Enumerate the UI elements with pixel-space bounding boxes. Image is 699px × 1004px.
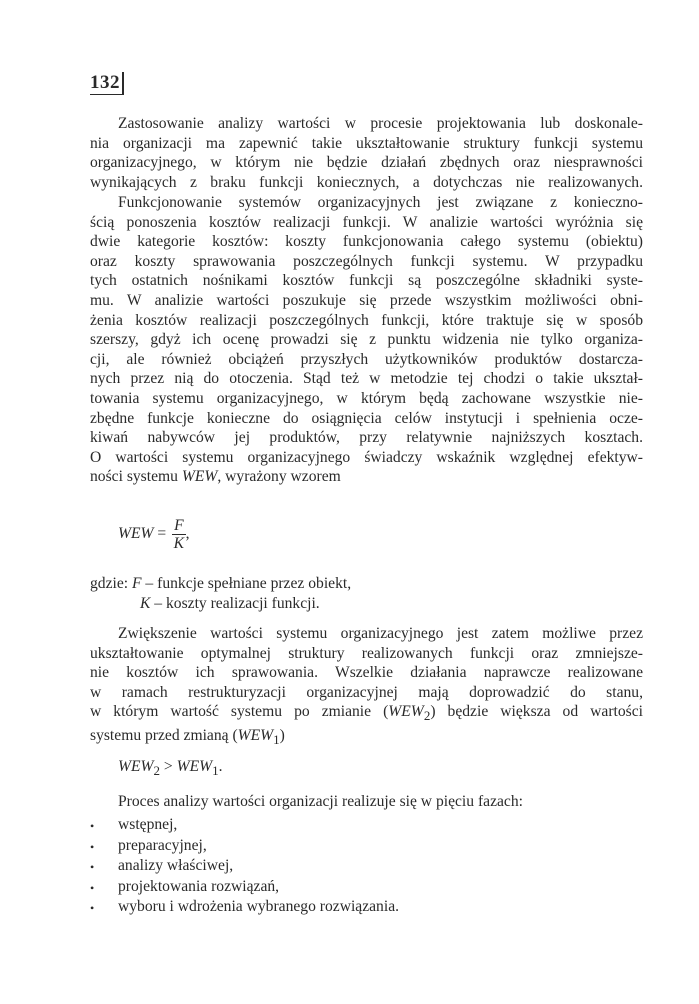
text-line: Zastosowanie analizy wartości w procesie projektowania lub doskonale- <box>118 115 643 132</box>
text-line: organizacyjnego, w którym nie będzie działań zbędnych oraz niesprawności <box>90 154 643 172</box>
text-line: szerszy, gdyż ich ocenę prowadzi się z punktu widzenia nie tylko organiza- <box>90 331 643 349</box>
text-line: cji, ale również obciążeń przyszłych użytkowników produktów dostarcza- <box>90 350 643 368</box>
legend-item: K – koszty realizacji funkcji. <box>140 595 320 612</box>
phases-list <box>90 815 399 918</box>
paragraph-2 <box>90 193 643 487</box>
paragraph-1 <box>90 114 643 192</box>
text-line: Proces analizy wartości organizacji realizuje się w pięciu fazach: <box>118 793 523 810</box>
legend-item: gdzie: F – funkcje spełniane przez obiekt, <box>90 575 352 592</box>
page-number: 132 <box>90 72 124 95</box>
text-line: w ramach restrukturyzacji organizacyjnej mają doprowadzić do stanu, <box>90 683 643 701</box>
text-line: nych przez nią do otoczenia. Stąd też w metodzie tej chodzi o takie ukształ- <box>90 370 643 388</box>
text-line: żenia kosztów realizacji poszczególnych funkcji, które traktuje się w sposób <box>90 311 643 329</box>
text-line: nie kosztów ich sprawowania. Wszelkie działania naprawcze realizowane <box>90 664 643 682</box>
text-line: systemu przed zmianą $(WEW_1)$ <box>90 727 285 748</box>
phases-intro <box>90 792 643 812</box>
paragraph-3 <box>90 624 643 750</box>
text-line: Funkcjonowanie systemów organizacyjnych jest związane z konieczno- <box>118 194 643 211</box>
list-item: • wyboru i wdrożenia wybranego rozwiązania. <box>90 897 399 918</box>
text-line: w którym wartość systemu po zmianie $(WEW_2)$ będzie większa od wartości <box>90 703 643 724</box>
formula-legend <box>90 574 351 614</box>
text-line: oraz koszty sprawowania poszczególnych funkcji systemu. W przypadku <box>90 252 643 270</box>
text-line: ukształtowanie optymalnej struktury realizowanych funkcji oraz zmniejsze- <box>90 644 643 662</box>
text-line: Zwiększenie wartości systemu organizacyjnego jest zatem możliwe przez <box>118 625 643 642</box>
list-item: • projektowania rozwiązań, <box>90 877 399 898</box>
text-line: towania systemu organizacyjnego, w którym będą zachowane wszystkie nie- <box>90 389 643 407</box>
text-line: tych ostatnich nośnikami kosztów funkcji są poszczególne składniki syste- <box>90 272 643 290</box>
text-line: ności systemu WEW, wyrażony wzorem <box>90 468 341 486</box>
text-line: dwie kategorie kosztów: koszty funkcjonowania całego systemu (obiektu) <box>90 233 643 251</box>
text-line: ścią ponoszenia kosztów realizacji funkcji. W analizie wartości wyróżnia się <box>90 213 643 231</box>
list-item: • analizy właściwej, <box>90 856 399 877</box>
text-line: O wartości systemu organizacyjnego świadczy wskaźnik względnej efektyw- <box>90 448 643 466</box>
text-line: mu. W analizie wartości poszukuje się przede wszystkim możliwości obni- <box>90 291 643 309</box>
text-line: kiwań nabywców jej produktów, przy relatywnie najniższych kosztach. <box>90 429 643 447</box>
text-line: wynikających z braku funkcji koniecznych, a dotychczas nie realizowanych. <box>90 173 643 191</box>
formula-wew: WEW = $\frac{F}{K}$ , <box>118 517 190 552</box>
list-item: • wstępnej, <box>90 815 399 836</box>
list-item: • preparacyjnej, <box>90 836 399 857</box>
text-line: nia organizacji ma zapewnić takie ukształtowanie struktury funkcji systemu <box>90 134 643 152</box>
text-line: zbędne funkcje konieczne do osiągnięcia celów instytucji i spełnienia ocze- <box>90 409 643 427</box>
formula-inequality: $WEW_2 > WEW_1$. <box>118 758 223 779</box>
